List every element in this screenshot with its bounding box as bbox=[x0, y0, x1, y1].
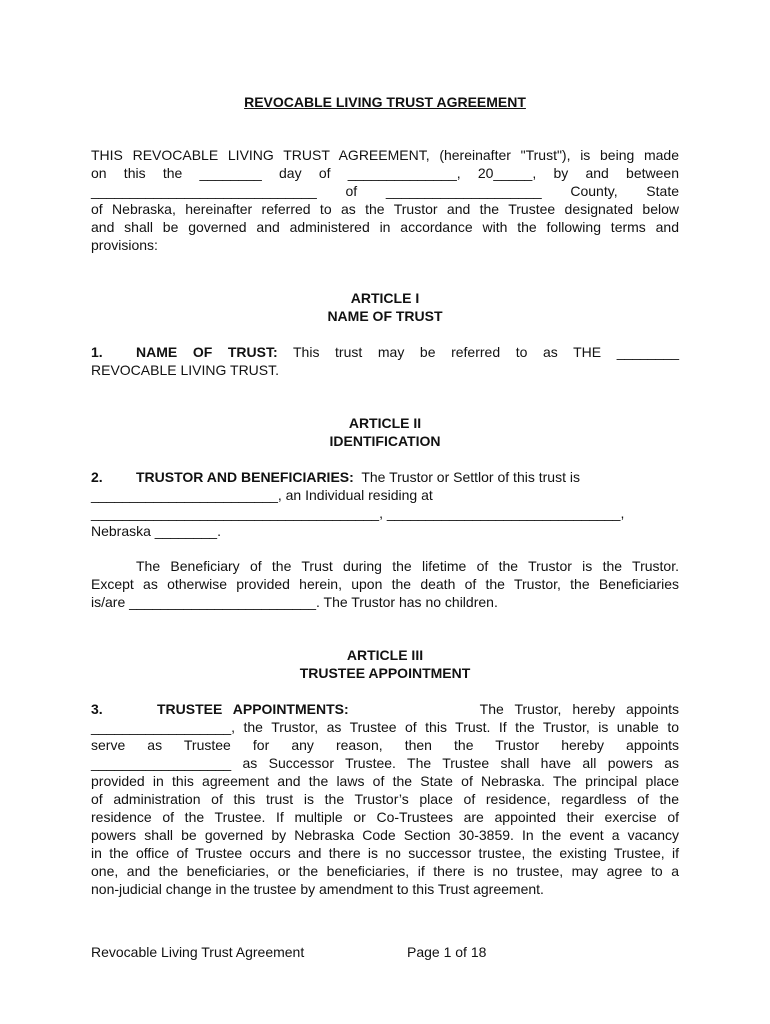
section-text: This trust may be referred to as THE ________ bbox=[293, 344, 680, 360]
intro-line: on this the ________ day of ______________, 20_____, by and between bbox=[91, 165, 679, 181]
article-1-label: ARTICLE I bbox=[350, 290, 420, 306]
article-2-name: IDENTIFICATION bbox=[329, 433, 441, 449]
section-text: The Trustor or Settlor of this trust is bbox=[361, 469, 580, 485]
article-2-line: The Beneficiary of the Trust during the lifetime of the Trustor is the Trustor. bbox=[136, 558, 679, 574]
article-2-label: ARTICLE II bbox=[348, 415, 422, 431]
intro-line: THIS REVOCABLE LIVING TRUST AGREEMENT, (hereinafter "Trust"), is being made bbox=[91, 147, 679, 163]
section-heading: TRUSTOR AND BENEFICIARIES: bbox=[136, 469, 354, 485]
article-2-line: _____________________________________, ______________________________, bbox=[91, 505, 625, 521]
intro-line: provisions: bbox=[91, 237, 158, 253]
article-3-line: one, and the beneficiaries, or the beneficiaries, if there is no trustee, may agree to a bbox=[91, 863, 679, 879]
article-3-label: ARTICLE III bbox=[346, 647, 424, 663]
document-title: REVOCABLE LIVING TRUST AGREEMENT bbox=[244, 94, 526, 110]
section-text: The Trustor, hereby appoints bbox=[479, 701, 679, 717]
article-2-paragraph bbox=[91, 468, 679, 540]
article-3-line: provided in this agreement and the laws of the State of Nebraska. The principal place bbox=[91, 773, 679, 789]
article-3-line: powers shall be governed by Nebraska Code Section 30-3859. In the event a vacancy bbox=[91, 827, 679, 843]
article-1-paragraph bbox=[91, 343, 679, 379]
intro-line: and shall be governed and administered in accordance with the following terms and bbox=[91, 219, 679, 235]
article-3-line: __________________ as Successor Trustee. The Trustee shall have all powers as bbox=[91, 755, 679, 771]
article-2-line: Except as otherwise provided herein, upon the death of the Trustor, the Beneficiaries bbox=[91, 576, 679, 592]
article-3-line: __________________, the Trustor, as Trustee of this Trust. If the Trustor, is unable to bbox=[91, 719, 679, 735]
intro-line: of Nebraska, hereinafter referred to as the Trustor and the Trustee designated below bbox=[91, 201, 679, 217]
article-1-name: NAME OF TRUST bbox=[327, 308, 443, 324]
section-heading: NAME OF TRUST: bbox=[136, 344, 278, 360]
article-3-line: of administration of this trust is the Trustor’s place of residence, regardless of the bbox=[91, 791, 679, 807]
article-3-line: in the office of Trustee occurs and there is no successor trustee, the existing Trustee, if bbox=[91, 845, 679, 861]
footer-document-name: Revocable Living Trust Agreement bbox=[91, 944, 305, 960]
article-2-line bbox=[91, 468, 679, 486]
article-1-line bbox=[91, 343, 679, 361]
article-3-heading bbox=[91, 646, 679, 682]
intro-paragraph bbox=[91, 146, 679, 254]
article-2-line: is/are ________________________. The Trustor has no children. bbox=[91, 594, 498, 610]
section-number: 3. bbox=[91, 701, 103, 717]
article-3-line bbox=[91, 700, 679, 718]
article-2-paragraph-2 bbox=[91, 557, 679, 611]
intro-line: _____________________________ of ____________________ County, State bbox=[91, 183, 679, 199]
article-3-name: TRUSTEE APPOINTMENT bbox=[299, 665, 471, 681]
article-3-line: non-judicial change in the trustee by amendment to this Trust agreement. bbox=[91, 881, 544, 897]
article-2-line: Nebraska ________. bbox=[91, 523, 221, 539]
article-1-heading bbox=[91, 289, 679, 325]
article-3-paragraph bbox=[91, 700, 679, 898]
article-2-heading bbox=[91, 414, 679, 450]
article-1-line: REVOCABLE LIVING TRUST. bbox=[91, 362, 280, 378]
section-number: 2. bbox=[91, 469, 103, 485]
section-heading: TRUSTEE APPOINTMENTS: bbox=[157, 701, 349, 717]
article-3-line: residence of the Trustee. If multiple or Co-Trustees are appointed their exercise of bbox=[91, 809, 679, 825]
footer-page-number: Page 1 of 18 bbox=[407, 944, 487, 960]
section-number: 1. bbox=[91, 344, 103, 360]
article-2-line: ________________________, an Individual residing at bbox=[91, 487, 433, 503]
article-3-line: serve as Trustee for any reason, then the Trustor hereby appoints bbox=[91, 737, 679, 753]
